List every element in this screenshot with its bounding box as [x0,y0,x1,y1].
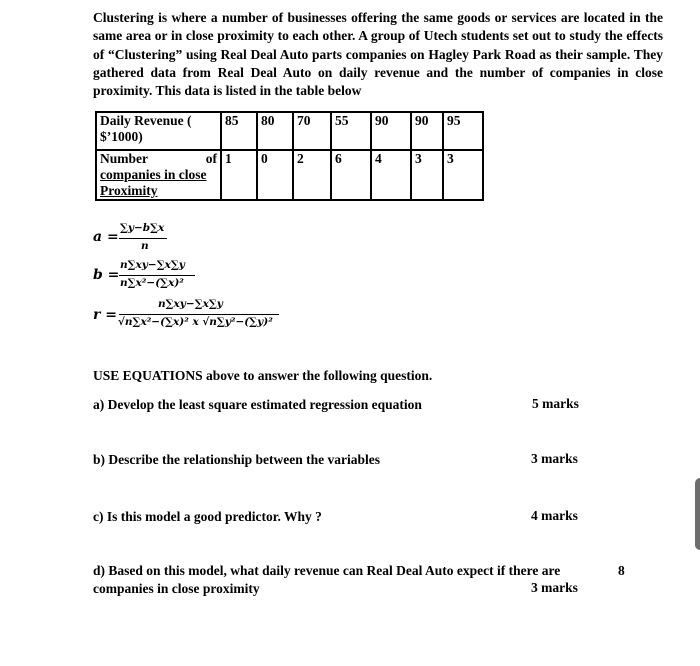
revenue-cell: 90 [411,112,443,150]
companies-cell: 3 [443,150,483,200]
formula-b-numerator: n∑xy−∑x∑y [120,259,185,271]
revenue-cell: 80 [257,112,293,150]
formula-a-fraction-bar [119,238,167,239]
formula-a-lhs: a = [93,229,119,245]
companies-row [96,150,483,200]
side-scroll-handle[interactable] [695,478,700,550]
formula-a-numerator: ∑y−b∑x [120,222,165,234]
companies-label-part: Number [100,151,148,166]
formula-r-fraction-bar [119,314,279,315]
question-a: a) Develop the least square estimated regression equation [93,397,422,412]
revenue-cell: 55 [331,112,371,150]
formula-a-denominator: n [141,240,149,252]
intro-paragraph: Clustering is where a number of businesses offering the same goods or services are located in the same area or in close proximity to each other. A group of Utech students set out to study the effects of “Clustering” using Real Deal Auto parts companies on Hagley Park Road as their sample. They gathered data from Real Deal Auto on daily revenue and the number of companies in close proximity. This data is listed in the table below [93,10,663,99]
revenue-row [96,112,483,150]
question-c: c) Is this model a good predictor. Why ? [93,509,322,524]
formula-b-denominator: n∑x²−(∑x)² [120,277,184,289]
revenue-cell: 95 [443,112,483,150]
companies-cell: 6 [331,150,371,200]
data-table [95,111,484,201]
formula-b-lhs: b = [93,267,120,283]
companies-label-part: companies in close Proximity [100,167,207,198]
revenue-cell: 90 [371,112,411,150]
question-c-marks: 4 marks [531,508,578,523]
question-d-line2: companies in close proximity [93,581,260,596]
companies-cell: 3 [411,150,443,200]
companies-cell: 2 [293,150,331,200]
revenue-cell: 85 [221,112,257,150]
revenue-cell: 70 [293,112,331,150]
revenue-label: Daily Revenue ( $’1000) [96,112,221,150]
companies-label-part: of [205,151,217,166]
question-b-marks: 3 marks [531,451,578,466]
question-b: b) Describe the relationship between the variables [93,452,380,467]
formula-r-lhs: r = [93,307,117,323]
question-d: d) Based on this model, what daily revenue can Real Deal Auto expect if there are [93,563,561,578]
question-a-marks: 5 marks [532,396,579,411]
formula-b-fraction-bar [119,275,195,276]
companies-cell: 4 [371,150,411,200]
companies-cell: 0 [257,150,293,200]
companies-cell: 1 [221,150,257,200]
question-d-marks: 3 marks [531,580,578,595]
companies-label [96,150,221,200]
formula-r-denominator: √n∑x²−(∑x)² x √n∑y²−(∑y)² [118,316,273,328]
instruction-text: USE EQUATIONS above to answer the following question. [93,368,433,383]
question-d-number: 8 [618,563,625,578]
formula-r-numerator: n∑xy−∑x∑y [158,298,223,310]
